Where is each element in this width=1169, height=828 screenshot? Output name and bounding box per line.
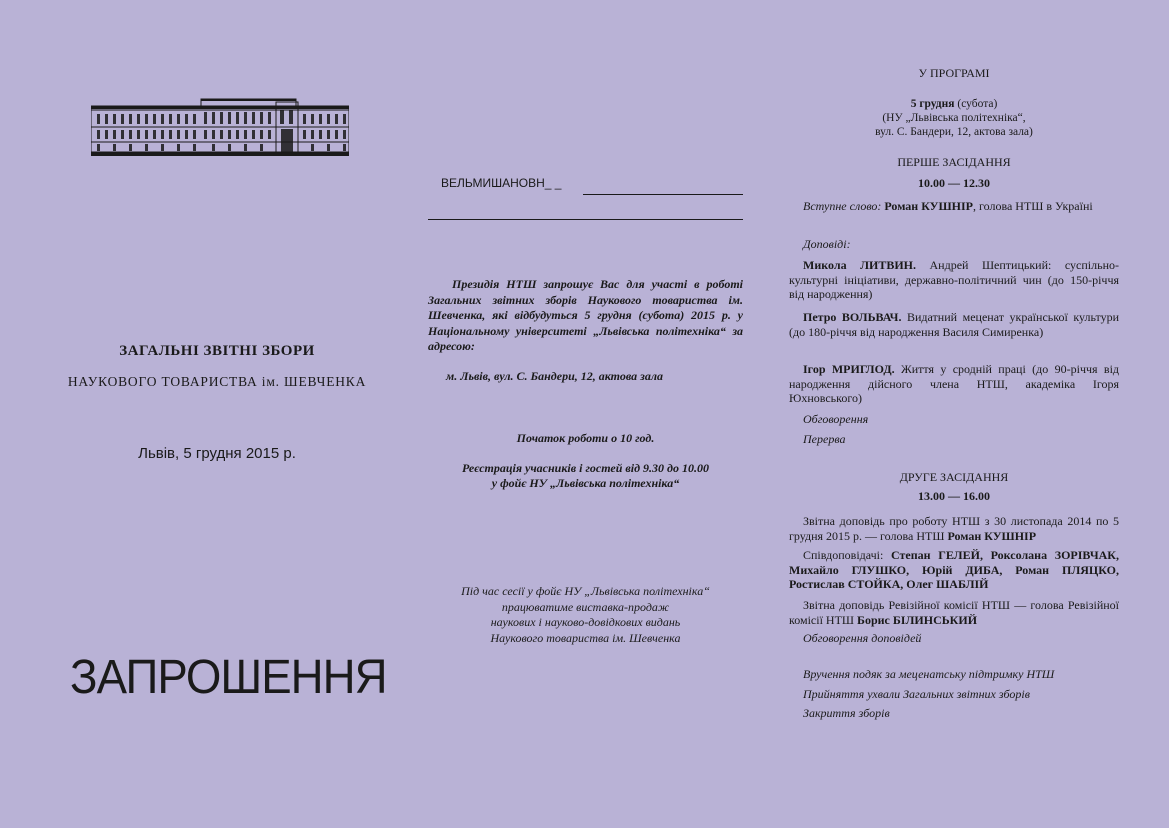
program-date: 5 грудня (субота) — [910, 98, 998, 110]
thanks-item: Вручення подяк за меценатську підтримку НТШ — [803, 667, 1055, 681]
audit-report: Звітна доповідь Ревізійної комісії НТШ — голова Ревізійної комісії НТШ Борис БІЛИНСЬКИЙ — [789, 598, 1119, 627]
sale-line-1: Під час сесії у фойє НУ „Львівська політехніка“ — [461, 584, 710, 598]
program-date-venue — [789, 97, 1119, 139]
break-item: Перерва — [803, 432, 846, 446]
report-3: Ігор МРИГЛОД. Життя у сродній праці (до 90-річчя від народження дійсного члена НТШ, академіка Ігоря Юхновського) — [789, 362, 1120, 405]
sale-line-4: Наукового товариства ім. Шевченка — [490, 630, 681, 645]
opening-remarks: Вступне слово: Роман КУШНІР, голова НТШ в Україні — [803, 199, 1093, 213]
invitation-heading: ЗАПРОШЕННЯ — [70, 651, 387, 704]
report-2: Петро ВОЛЬВАЧ. Видатний меценат української культури (до 180-річчя від народження Василя Симиренка) — [789, 310, 1119, 339]
venue-line-1: (НУ „Львівська політехніка“, — [882, 112, 1026, 124]
session1-title: ПЕРШЕ ЗАСІДАННЯ — [897, 155, 1011, 169]
registration-line-1: Реєстрація учасників і гостей від 9.30 до 10.00 — [462, 461, 709, 475]
reports-discussion: Обговорення доповідей — [803, 631, 922, 645]
start-time: Початок роботи о 10 год. — [516, 431, 655, 445]
co-reporters: Співдоповідачі: Степан ГЕЛЕЙ, Роксолана ЗОРІВЧАК, Михайло ГЛУШКО, Юрій ДИБА, Роман ПЛЯЦКО, Ростислав СТОЙКА, Олег ШАБЛІЙ — [789, 548, 1120, 591]
report-1: Микола ЛИТВИН. Андрей Шептицький: суспільно-культурні ініціативи, державно-політичний чин (до 150-річчя від народження) — [789, 258, 1119, 301]
session2-time: 13.00 — 16.00 — [918, 489, 990, 503]
registration-info — [428, 461, 743, 491]
organization-title: НАУКОВОГО ТОВАРИСТВА ім. ШЕВЧЕНКА — [67, 374, 367, 389]
place-date: Львів, 5 грудня 2015 р. — [138, 445, 296, 462]
registration-line-2: у фойє НУ „Львівська політехніка“ — [491, 476, 680, 490]
annual-report: Звітна доповідь про роботу НТШ з 30 листопада 2014 по 5 грудня 2015 р. — голова НТШ Роман КУШНІР — [789, 514, 1119, 543]
session1-time: 10.00 — 12.30 — [918, 176, 990, 190]
name-blank-line — [583, 194, 743, 195]
venue-line-2: вул. С. Бандери, 12, актова зала) — [875, 126, 1033, 138]
program-header: У ПРОГРАМІ — [918, 66, 990, 80]
event-title: ЗАГАЛЬНІ ЗВІТНІ ЗБОРИ — [119, 343, 315, 359]
reports-label: Доповіді: — [803, 237, 851, 251]
invitation-text: Президія НТШ запрошує Вас для участі в роботі Загальних звітних зборів Наукового товариства ім. Шевченка, які відбудуться 5 грудня (субота) 2015 р. у Національному університеті „Львівська політехніка“ за адресою: — [428, 277, 743, 353]
venue-address: м. Львів, вул. С. Бандери, 12, актова зала — [446, 369, 663, 383]
building-emblem — [91, 97, 349, 157]
resolution-item: Прийняття ухвали Загальних звітних зборів — [803, 687, 1030, 701]
name-blank-line-2 — [428, 219, 743, 220]
salutation: ВЕЛЬМИШАНОВН_ _ — [441, 176, 562, 190]
sale-line-2: працюватиме виставка-продаж — [501, 599, 670, 614]
book-sale-notice — [428, 584, 743, 646]
sale-line-3: наукових і науково-довідкових видань — [490, 615, 681, 629]
closing-item: Закриття зборів — [803, 706, 890, 720]
discussion-item: Обговорення — [803, 412, 869, 426]
session2-title: ДРУГЕ ЗАСІДАННЯ — [899, 470, 1009, 484]
